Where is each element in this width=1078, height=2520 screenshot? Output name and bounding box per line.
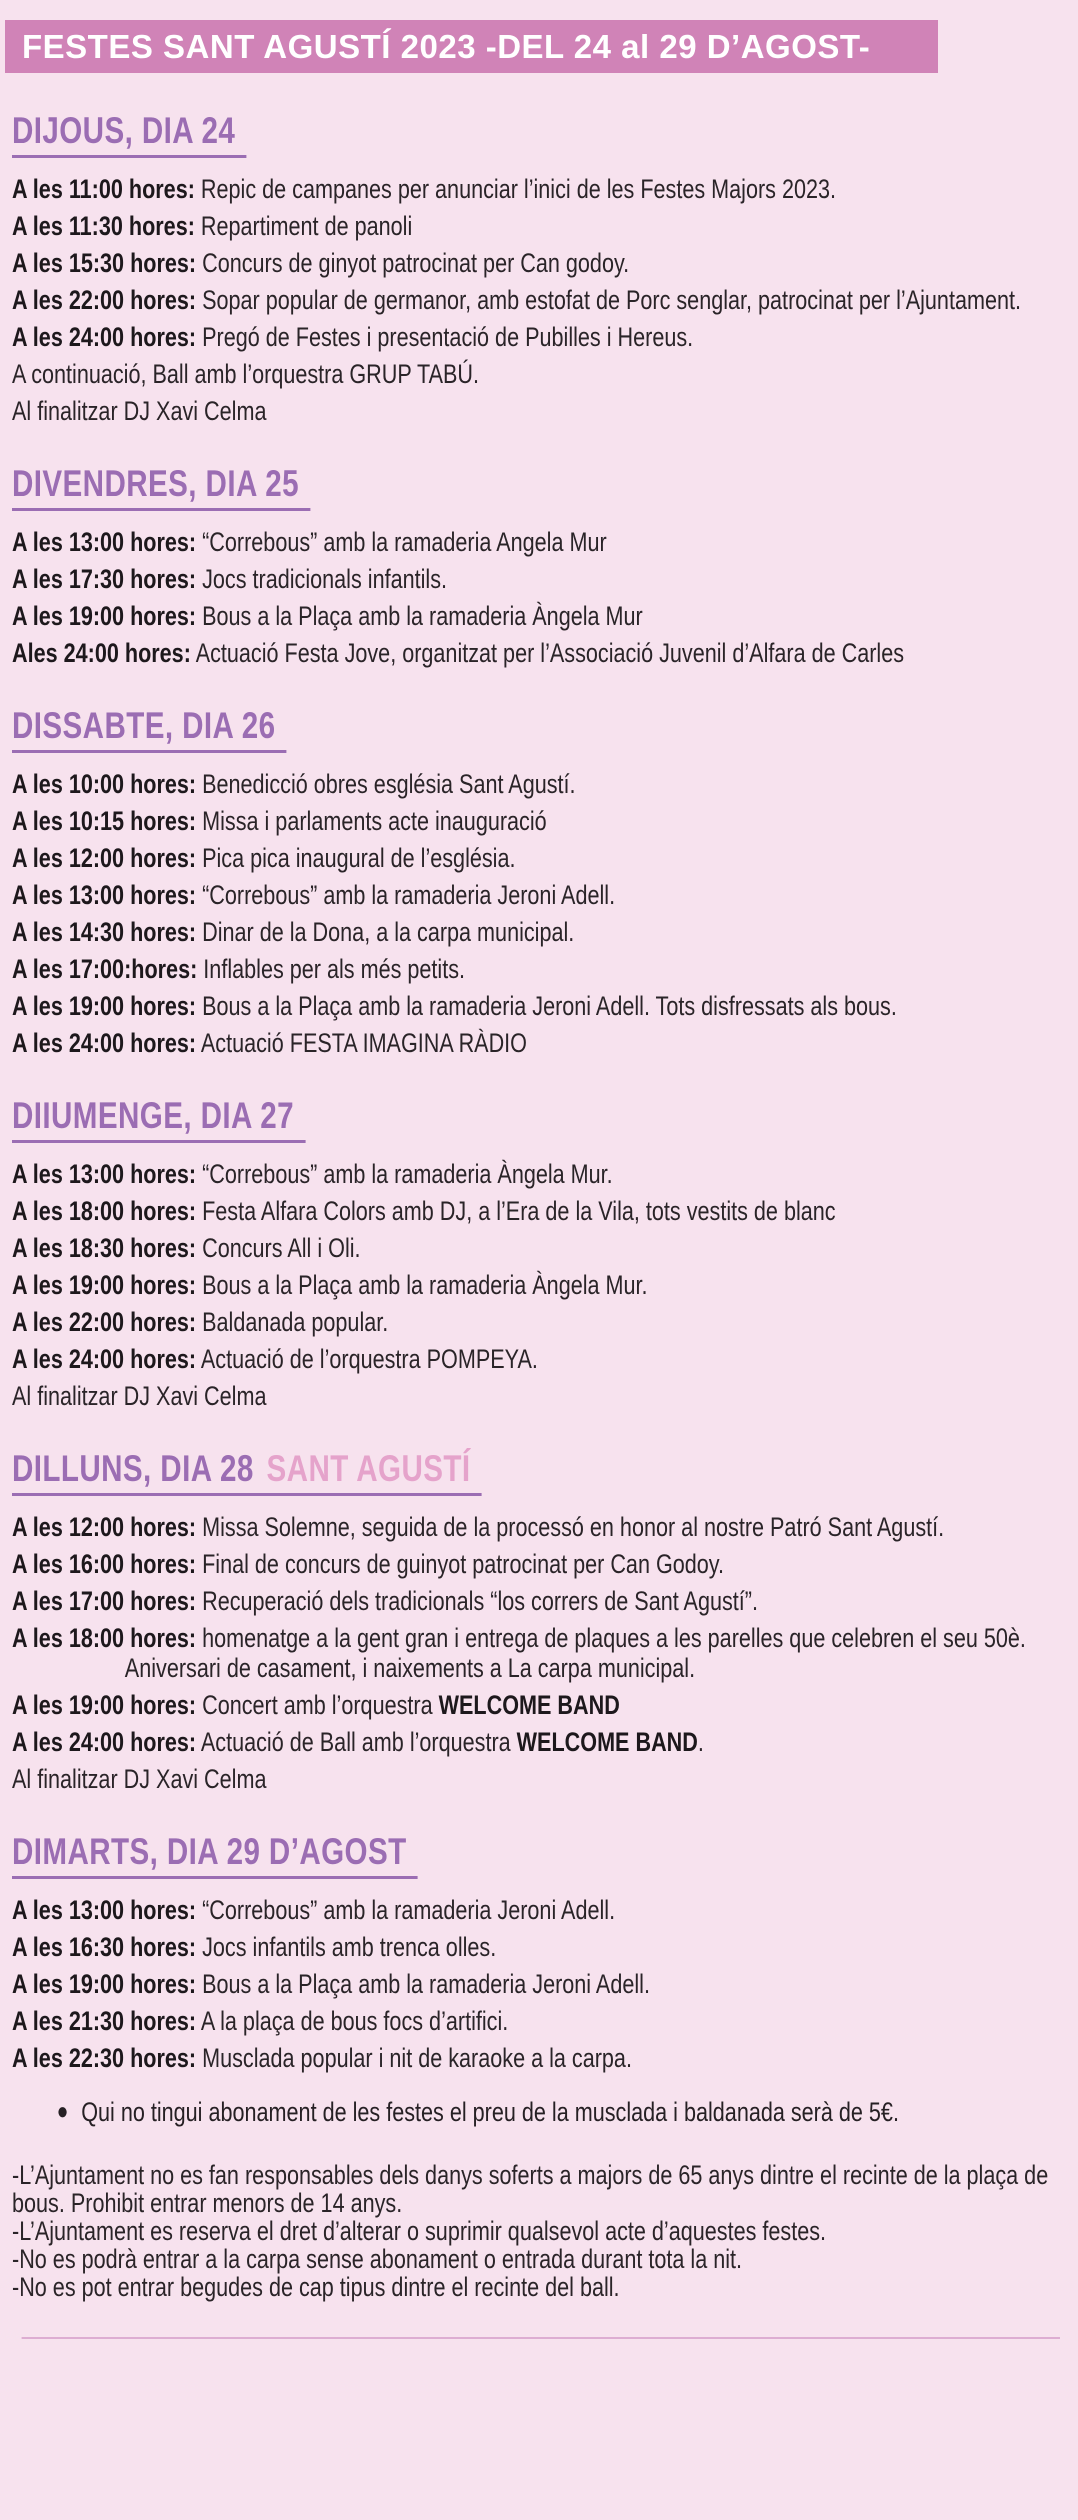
event-line <box>12 954 1078 984</box>
event-time: A les 10:00 hores: <box>12 769 197 799</box>
day-heading-accent: SANT AGUSTÍ <box>266 1448 471 1489</box>
event-line <box>12 1344 1078 1374</box>
event-time: A les 11:30 hores: <box>12 211 195 241</box>
event-time: A les 14:30 hores: <box>12 917 197 947</box>
event-text-bold: WELCOME BAND <box>438 1690 620 1720</box>
event-text: Bous a la Plaça amb la ramaderia Àngela Mur. <box>202 1270 648 1300</box>
event-line <box>12 1512 1078 1542</box>
event-text: Bous a la Plaça amb la ramaderia Àngela Mur <box>202 601 643 631</box>
event-text: Actuació FESTA IMAGINA RÀDIO <box>200 1028 527 1058</box>
event-line <box>12 527 1078 557</box>
event-line <box>12 359 1078 389</box>
event-time: A les 16:00 hores: <box>12 1549 197 1579</box>
event-line <box>12 806 1078 836</box>
day-heading-text: DIVENDRES, DIA 25 <box>12 463 299 504</box>
event-text: Final de concurs de guinyot patrocinat per Can Godoy. <box>202 1549 725 1579</box>
event-line <box>12 1028 1078 1058</box>
event-text: Missa Solemne, seguida de la processó en honor al nostre Patró Sant Agustí. <box>202 1512 945 1542</box>
event-text: Musclada popular i nit de karaoke a la carpa. <box>202 2043 632 2073</box>
event-time: A les 18:30 hores: <box>12 1233 197 1263</box>
event-line <box>12 843 1078 873</box>
day-heading <box>12 1447 1078 1496</box>
event-time: A les 22:00 hores: <box>12 285 197 315</box>
event-time: A les 22:00 hores: <box>12 1307 197 1337</box>
event-time: A les 18:00 hores: <box>12 1196 197 1226</box>
event-time: A les 19:00 hores: <box>12 1690 197 1720</box>
event-time: A les 12:00 hores: <box>12 843 197 873</box>
event-line <box>12 1586 1078 1616</box>
event-time: A les 16:30 hores: <box>12 1932 197 1962</box>
event-line <box>12 769 1078 799</box>
event-time: A les 24:00 hores: <box>12 322 197 352</box>
event-time: A les 19:00 hores: <box>12 991 197 1021</box>
day-heading <box>12 704 1078 753</box>
event-time: A les 19:00 hores: <box>12 1969 197 1999</box>
event-line <box>12 880 1078 910</box>
event-text-bold: WELCOME BAND <box>516 1727 698 1757</box>
event-line <box>12 564 1078 594</box>
event-time: A les 22:30 hores: <box>12 2043 197 2073</box>
event-line <box>12 1270 1078 1300</box>
event-time: A les 24:00 hores: <box>12 1727 197 1757</box>
event-line <box>12 1895 1078 1925</box>
event-text: Actuació de Ball amb l’orquestra <box>200 1727 517 1757</box>
event-line <box>12 601 1078 631</box>
event-line <box>12 248 1078 278</box>
day-heading-text: DILLUNS, DIA 28 <box>12 1448 254 1489</box>
event-time: A les 13:00 hores: <box>12 880 197 910</box>
event-line <box>12 1233 1078 1263</box>
day-heading-text: DIJOUS, DIA 24 <box>12 110 236 151</box>
event-text: A la plaça de bous focs d’artifici. <box>200 2006 509 2036</box>
day-section <box>12 1094 1078 1411</box>
event-line <box>12 1932 1078 1962</box>
day-section <box>12 704 1078 1058</box>
event-time: A les 10:15 hores: <box>12 806 197 836</box>
day-heading <box>12 1830 1078 1879</box>
event-time: A les 13:00 hores: <box>12 1895 197 1925</box>
event-time: A les 18:00 hores: <box>12 1623 197 1653</box>
disclaimer-line: -L’Ajuntament no es fan responsables dels danys soferts a majors de 65 anys dintre el recinte de la plaça de bous. Prohibit entrar menors de 14 anys. <box>12 2160 1049 2218</box>
event-line <box>12 1623 1078 1683</box>
event-line <box>12 638 1078 668</box>
event-time: A les 24:00 hores: <box>12 1028 197 1058</box>
event-text: Al finalitzar DJ Xavi Celma <box>12 396 267 426</box>
event-text: . <box>697 1727 704 1757</box>
event-text: Concert amb l’orquestra <box>202 1690 439 1720</box>
event-line <box>12 1307 1078 1337</box>
event-time: A les 17:00:hores: <box>12 954 198 984</box>
title-banner <box>5 20 938 73</box>
program-sections <box>12 109 1078 2073</box>
event-text: Al finalitzar DJ Xavi Celma <box>12 1381 267 1411</box>
price-note-text: Qui no tingui abonament de les festes el preu de la musclada i baldanada serà de 5€. <box>81 2097 899 2127</box>
bullet-icon: ● <box>56 2098 69 2125</box>
event-text: “Correbous” amb la ramaderia Angela Mur <box>202 527 607 557</box>
event-time: A les 17:00 hores: <box>12 1586 197 1616</box>
event-line <box>12 1727 1078 1757</box>
disclaimers <box>12 2161 1078 2301</box>
event-text: Concurs de ginyot patrocinat per Can godoy. <box>202 248 630 278</box>
event-line <box>12 2006 1078 2036</box>
disclaimer-line: -No es podrà entrar a la carpa sense abonament o entrada durant tota la nit. <box>12 2244 743 2274</box>
event-text: Jocs tradicionals infantils. <box>202 564 448 594</box>
event-text: Concurs All i Oli. <box>202 1233 361 1263</box>
day-section <box>12 462 1078 668</box>
event-time: A les 12:00 hores: <box>12 1512 197 1542</box>
event-text: Festa Alfara Colors amb DJ, a l’Era de la Vila, tots vestits de blanc <box>202 1196 836 1226</box>
event-text: Sopar popular de germanor, amb estofat de Porc senglar, patrocinat per l’Ajuntament. <box>202 285 1021 315</box>
event-text: Pica pica inaugural de l’església. <box>202 843 516 873</box>
day-heading <box>12 1094 1078 1143</box>
event-time: A les 21:30 hores: <box>12 2006 197 2036</box>
day-heading-text: DISSABTE, DIA 26 <box>12 705 276 746</box>
event-time: A les 19:00 hores: <box>12 1270 197 1300</box>
event-text: Pregó de Festes i presentació de Pubilles i Hereus. <box>202 322 694 352</box>
day-heading-underline <box>12 1830 418 1879</box>
event-text: “Correbous” amb la ramaderia Àngela Mur. <box>202 1159 613 1189</box>
event-line <box>12 1764 1078 1794</box>
event-line <box>12 1159 1078 1189</box>
event-line <box>12 1969 1078 1999</box>
day-heading-text: DIMARTS, DIA 29 D’AGOST <box>12 1831 407 1872</box>
event-text: Repartiment de panoli <box>200 211 413 241</box>
event-line <box>12 396 1078 426</box>
event-time: A les 17:30 hores: <box>12 564 197 594</box>
event-time: A les 11:00 hores: <box>12 174 195 204</box>
event-line <box>12 2043 1078 2073</box>
day-heading-underline <box>12 1447 482 1496</box>
day-heading-underline <box>12 462 310 511</box>
page-title: FESTES SANT AGUSTÍ 2023 -DEL 24 al 29 D’AGOST- <box>22 27 871 65</box>
event-text: Bous a la Plaça amb la ramaderia Jeroni Adell. Tots disfressats als bous. <box>202 991 897 1021</box>
event-text: A continuació, Ball amb l’orquestra GRUP TABÚ. <box>12 359 480 389</box>
event-text: Actuació de l’orquestra POMPEYA. <box>200 1344 538 1374</box>
event-text: Al finalitzar DJ Xavi Celma <box>12 1764 267 1794</box>
event-text: Inflables per als més petits. <box>203 954 466 984</box>
event-line <box>12 322 1078 352</box>
event-line <box>12 1196 1078 1226</box>
day-section <box>12 109 1078 426</box>
event-text: Missa i parlaments acte inauguració <box>202 806 547 836</box>
day-heading <box>12 109 1078 158</box>
day-heading-text: DIIUMENGE, DIA 27 <box>12 1095 295 1136</box>
disclaimer-line: -No es pot entrar begudes de cap tipus dintre el recinte del ball. <box>12 2272 620 2302</box>
event-text: Repic de campanes per anunciar l’inici de les Festes Majors 2023. <box>200 174 837 204</box>
event-text: homenatge a la gent gran i entrega de plaques a les parelles que celebren el seu 50è. Aniversari de casament, i naixements a La carpa municipal. <box>124 1623 1026 1683</box>
event-time: A les 15:30 hores: <box>12 248 197 278</box>
event-text: Recuperació dels tradicionals “los corrers de Sant Agustí”. <box>202 1586 758 1616</box>
event-text: Baldanada popular. <box>202 1307 389 1337</box>
event-line <box>12 1381 1078 1411</box>
day-heading <box>12 462 1078 511</box>
event-line <box>12 211 1078 241</box>
day-heading-underline <box>12 704 287 753</box>
day-section <box>12 1447 1078 1794</box>
day-heading-underline <box>12 1094 305 1143</box>
event-text: Jocs infantils amb trenca olles. <box>202 1932 497 1962</box>
event-time: A les 13:00 hores: <box>12 1159 197 1189</box>
event-line <box>12 285 1078 315</box>
event-line <box>12 174 1078 204</box>
day-heading-underline <box>12 109 246 158</box>
event-text: “Correbous” amb la ramaderia Jeroni Adell. <box>202 1895 616 1925</box>
event-line <box>12 1549 1078 1579</box>
event-time: Ales 24:00 hores: <box>12 638 191 668</box>
program <box>0 109 1078 2339</box>
event-text: “Correbous” amb la ramaderia Jeroni Adell. <box>202 880 616 910</box>
price-note <box>57 2097 1078 2127</box>
event-time: A les 24:00 hores: <box>12 1344 197 1374</box>
event-text: Dinar de la Dona, a la carpa municipal. <box>202 917 575 947</box>
day-section <box>12 1830 1078 2073</box>
event-time: A les 19:00 hores: <box>12 601 197 631</box>
event-line <box>12 991 1078 1021</box>
disclaimer-line: -L’Ajuntament es reserva el dret d’alterar o suprimir qualsevol acte d’aquestes festes. <box>12 2216 827 2246</box>
event-text: Actuació Festa Jove, organitzat per l’Associació Juvenil d’Alfara de Carles <box>195 638 905 668</box>
event-text: Bous a la Plaça amb la ramaderia Jeroni Adell. <box>202 1969 650 1999</box>
event-text: Benedicció obres església Sant Agustí. <box>202 769 576 799</box>
event-line <box>12 917 1078 947</box>
event-line <box>12 1690 1078 1720</box>
event-time: A les 13:00 hores: <box>12 527 197 557</box>
footer-divider <box>22 2337 1060 2339</box>
